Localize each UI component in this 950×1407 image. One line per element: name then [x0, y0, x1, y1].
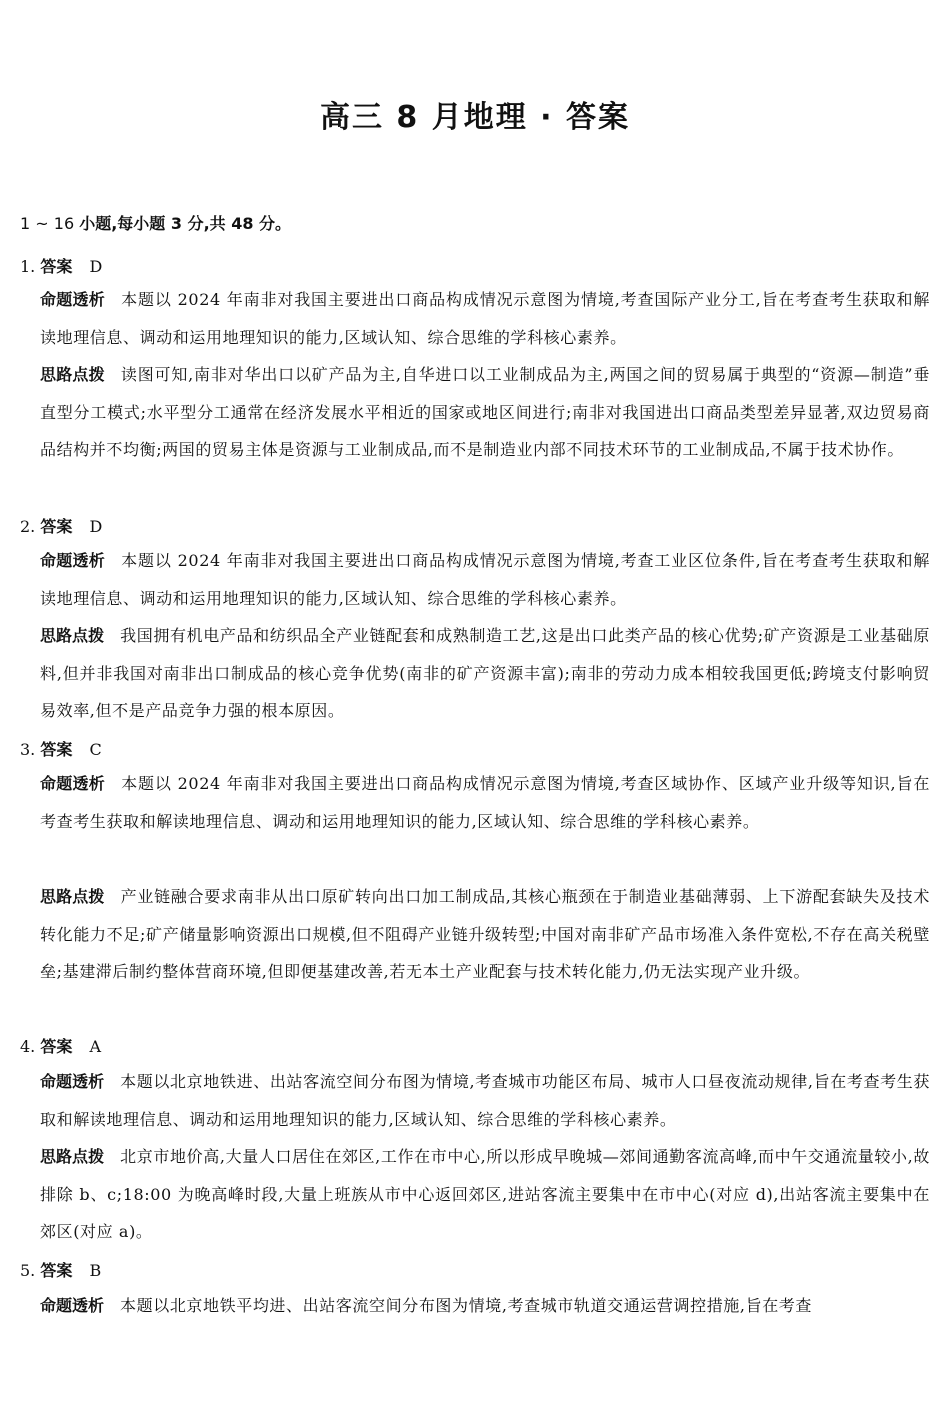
analysis-text: 本题以 2024 年南非对我国主要进出口商品构成情况示意图为情境,考查国际产业分工,旨在考查考生获取和解读地理信息、调动和运用地理知识的能力,区域认知、综合思维的学科核心素养。 — [40, 290, 930, 347]
question-1-approach — [40, 356, 930, 469]
analysis-label: 命题透析 — [40, 551, 106, 570]
analysis-label: 命题透析 — [40, 1296, 105, 1315]
analysis-label: 命题透析 — [40, 290, 106, 309]
analysis-text: 本题以北京地铁进、出站客流空间分布图为情境,考查城市功能区布局、城市人口昼夜流动规律,旨在考查考生获取和解读地理信息、调动和运用地理知识的能力,区域认知、综合思维的学科核心素养。 — [40, 1072, 930, 1129]
question-3-approach — [40, 878, 930, 991]
question-4-analysis — [40, 1063, 930, 1138]
question-number: 1. — [20, 257, 36, 276]
section-intro — [20, 211, 291, 234]
answer-label: 答案 — [40, 740, 73, 759]
answer-label: 答案 — [40, 257, 73, 276]
question-4-approach — [40, 1138, 930, 1251]
question-1-header — [20, 254, 930, 277]
answer-label: 答案 — [40, 1037, 73, 1056]
question-number: 2. — [20, 517, 36, 536]
approach-label: 思路点拨 — [40, 1147, 105, 1166]
approach-text: 北京市地价高,大量人口居住在郊区,工作在市中心,所以形成早晚城—郊间通勤客流高峰,而中午交通流量较小,故排除 b、c;18:00 为晚高峰时段,大量上班族从市中心返回郊区,进站客流主要集中在市中心(对应 d),出站客流主要集中在郊区(对应 a)。 — [40, 1147, 930, 1241]
page-title: 高三 8 月地理 · 答案 — [319, 100, 631, 135]
answer-value: C — [89, 740, 102, 759]
analysis-text: 本题以 2024 年南非对我国主要进出口商品构成情况示意图为情境,考查区域协作、区域产业升级等知识,旨在考查考生获取和解读地理信息、调动和运用地理知识的能力,区域认知、综合思维的学科核心素养。 — [40, 774, 930, 831]
question-number: 4. — [20, 1037, 36, 1056]
question-number: 3. — [20, 740, 36, 759]
analysis-label: 命题透析 — [40, 774, 106, 793]
answer-value: D — [89, 517, 103, 536]
approach-label: 思路点拨 — [40, 626, 105, 645]
question-4-header — [20, 1034, 930, 1057]
question-5-analysis — [40, 1287, 930, 1325]
analysis-text: 本题以 2024 年南非对我国主要进出口商品构成情况示意图为情境,考查工业区位条件,旨在考查考生获取和解读地理信息、调动和运用地理知识的能力,区域认知、综合思维的学科核心素养。 — [40, 551, 930, 608]
approach-label: 思路点拨 — [40, 365, 105, 384]
analysis-text: 本题以北京地铁平均进、出站客流空间分布图为情境,考查城市轨道交通运营调控措施,旨在考查 — [120, 1296, 812, 1315]
answer-value: D — [89, 257, 103, 276]
intro-range: 1 ~ 16 — [20, 214, 75, 233]
question-1-analysis — [40, 281, 930, 356]
answer-value: B — [89, 1261, 102, 1280]
approach-label: 思路点拨 — [40, 887, 105, 906]
approach-text: 读图可知,南非对华出口以矿产品为主,自华进口以工业制成品为主,两国之间的贸易属于典型的“资源—制造”垂直型分工模式;水平型分工通常在经济发展水平相近的国家或地区间进行;南非对我国进出口商品类型差异显著,双边贸易商品结构并不均衡;两国的贸易主体是资源与工业制成品,而不是制造业内部不同技术环节的工业制成品,不属于技术协作。 — [40, 365, 930, 459]
question-2-approach — [40, 617, 930, 730]
question-3-header — [20, 737, 930, 760]
question-2-header — [20, 514, 930, 537]
question-2-analysis — [40, 542, 930, 617]
answer-value: A — [89, 1037, 102, 1056]
question-3-analysis — [40, 765, 930, 840]
answer-label: 答案 — [40, 1261, 73, 1280]
intro-text: 小题,每小题 3 分,共 48 分。 — [79, 214, 292, 233]
question-number: 5. — [20, 1261, 36, 1280]
approach-text: 我国拥有机电产品和纺织品全产业链配套和成熟制造工艺,这是出口此类产品的核心优势;矿产资源是工业基础原料,但并非我国对南非出口制成品的核心竞争优势(南非的矿产资源丰富);南非的劳动力成本相较我国更低;跨境支付影响贸易效率,但不是产品竞争力强的根本原因。 — [40, 626, 930, 720]
analysis-label: 命题透析 — [40, 1072, 105, 1091]
approach-text: 产业链融合要求南非从出口原矿转向出口加工制成品,其核心瓶颈在于制造业基础薄弱、上下游配套缺失及技术转化能力不足;矿产储量影响资源出口规模,但不阻碍产业链升级转型;中国对南非矿产品市场准入条件宽松,不存在高关税壁垒;基建滞后制约整体营商环境,但即便基建改善,若无本土产业配套与技术转化能力,仍无法实现产业升级。 — [40, 887, 930, 981]
answer-label: 答案 — [40, 517, 73, 536]
question-5-header — [20, 1258, 930, 1281]
